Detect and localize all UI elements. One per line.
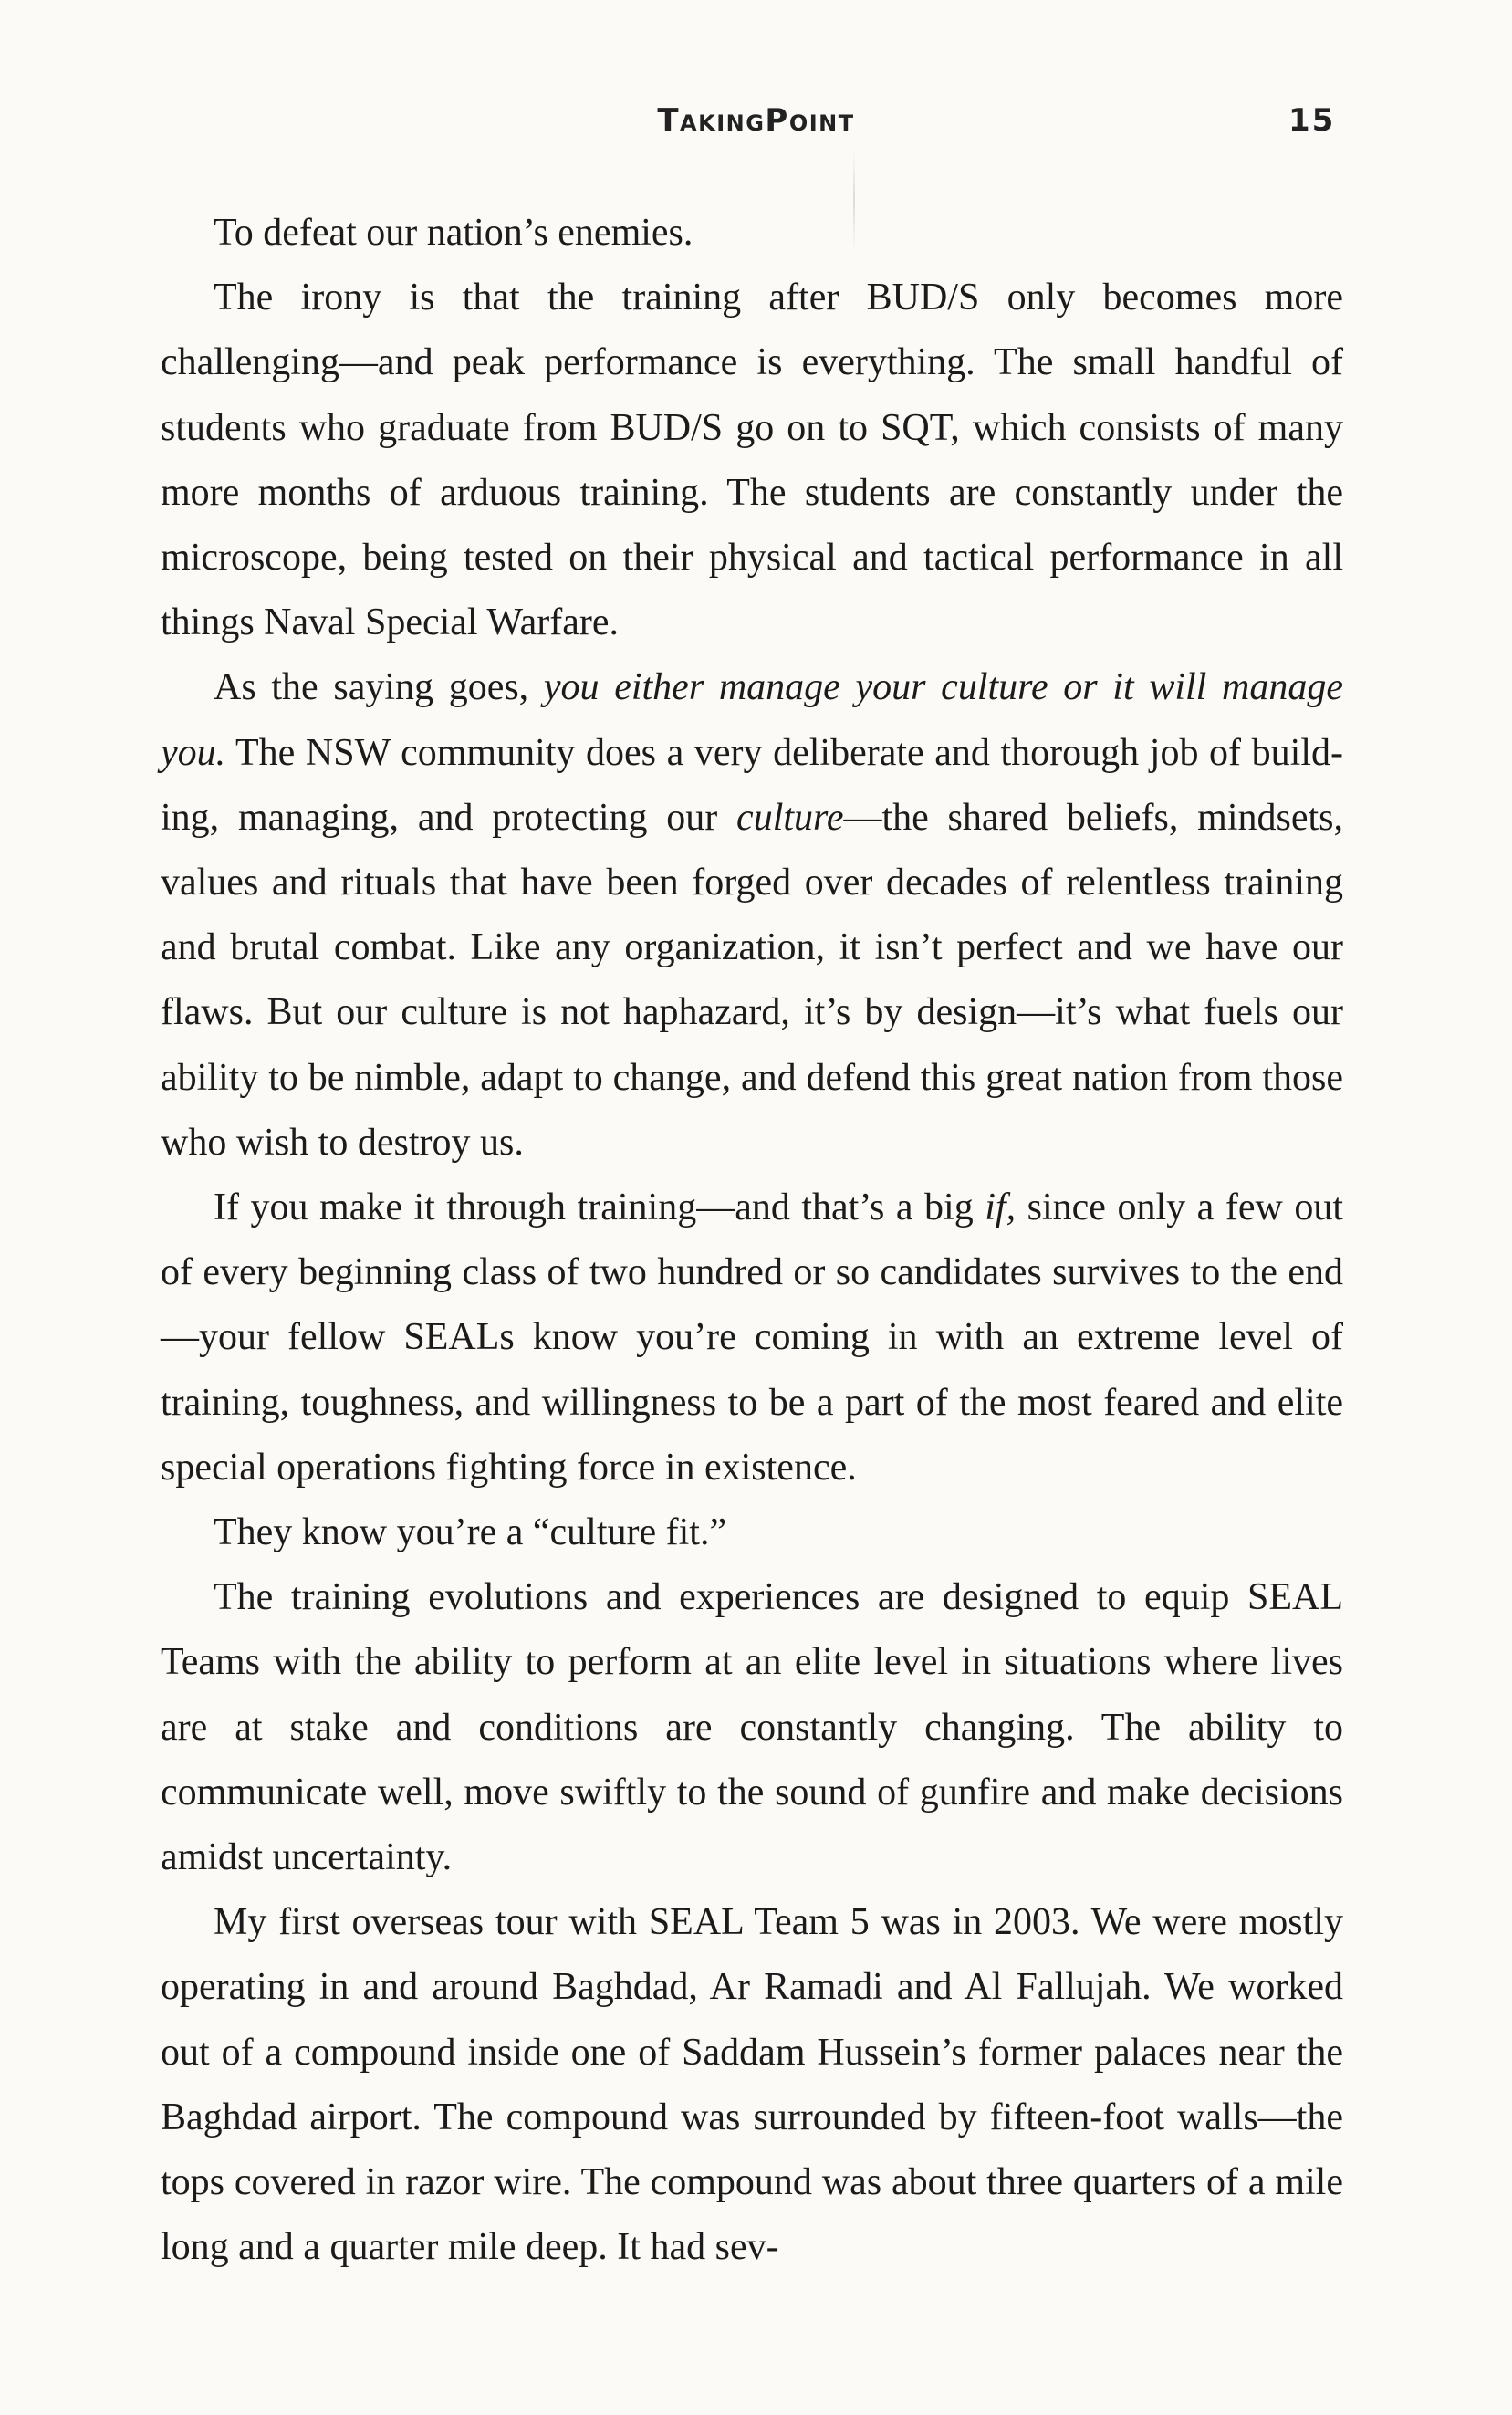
text-run: since only a few out of every beginning class of two hundred or so candidates survives to the end—your fellow SEALs know you’re coming in with an extreme level of training, toughness, and willingness to be a part of the most feared and elite special operations fighting force in existence. — [161, 1187, 1343, 1489]
text-run: The irony is that the training after BUD/S only becomes more challenging—and peak performance is everything. The small handful of students who graduate from BUD/S go on to SQT, which consists of many more months of arduous training. The students are constantly under the microscope, being tested on their physical and tactical performance in all things Naval Special Warfare. — [161, 277, 1343, 644]
paragraph — [161, 1176, 1343, 1500]
paragraph — [161, 1890, 1343, 2280]
page-number: 15 — [1288, 102, 1336, 139]
paragraph — [161, 1565, 1343, 1890]
paragraph — [161, 201, 1343, 266]
paragraph — [161, 266, 1343, 655]
italic-text: culture — [736, 796, 844, 839]
italic-text: if, — [985, 1187, 1017, 1229]
text-run: If you make it through training—and that’s a big — [214, 1187, 985, 1229]
text-run: The training evolutions and experiences are designed to equip SEAL Teams with the ability to perform at an elite level in situations where lives are at stake and conditions are constantly changing. The ability to communicate well, move swiftly to the sound of gunfire and make decisions amidst uncertainty. — [161, 1576, 1343, 1879]
running-header — [0, 102, 1512, 146]
body-text — [161, 201, 1343, 2281]
text-run: My first overseas tour with SEAL Team 5 was in 2003. We were mostly operating in and around Baghdad, Ar Ramadi and Al Fallujah. We worked out of a compound inside one of Saddam Hussein’s former palaces near the Baghdad airport. The compound was surrounded by fifteen-foot walls—the tops covered in razor wire. The compound was about three quarters of a mile long and a quarter mile deep. It had sev- — [161, 1901, 1343, 2269]
text-run: As the saying goes, — [214, 666, 544, 709]
text-run: To defeat our nation’s enemies. — [214, 212, 693, 254]
running-head-book-title: TakingPoint — [657, 102, 855, 139]
text-run: They know you’re a “culture fit.” — [214, 1511, 727, 1554]
text-run: —the shared beliefs, mindsets, values and rituals that have been forged over decades of relentless training and brutal combat. Like any organization, it isn’t perfect and we have our flaws. But our culture is not haphazard, it’s by design—it’s what fuels our ability to be nimble, adapt to change, and defend this great nation from those who wish to destroy us. — [161, 796, 1343, 1164]
italic-text: you either manage your culture or it will manage you. — [161, 666, 1343, 774]
paragraph — [161, 655, 1343, 1176]
text-run: The NSW community does a very deliberate and thorough job of building, managing, and protecting our — [161, 731, 1343, 839]
paragraph — [161, 1500, 1343, 1565]
